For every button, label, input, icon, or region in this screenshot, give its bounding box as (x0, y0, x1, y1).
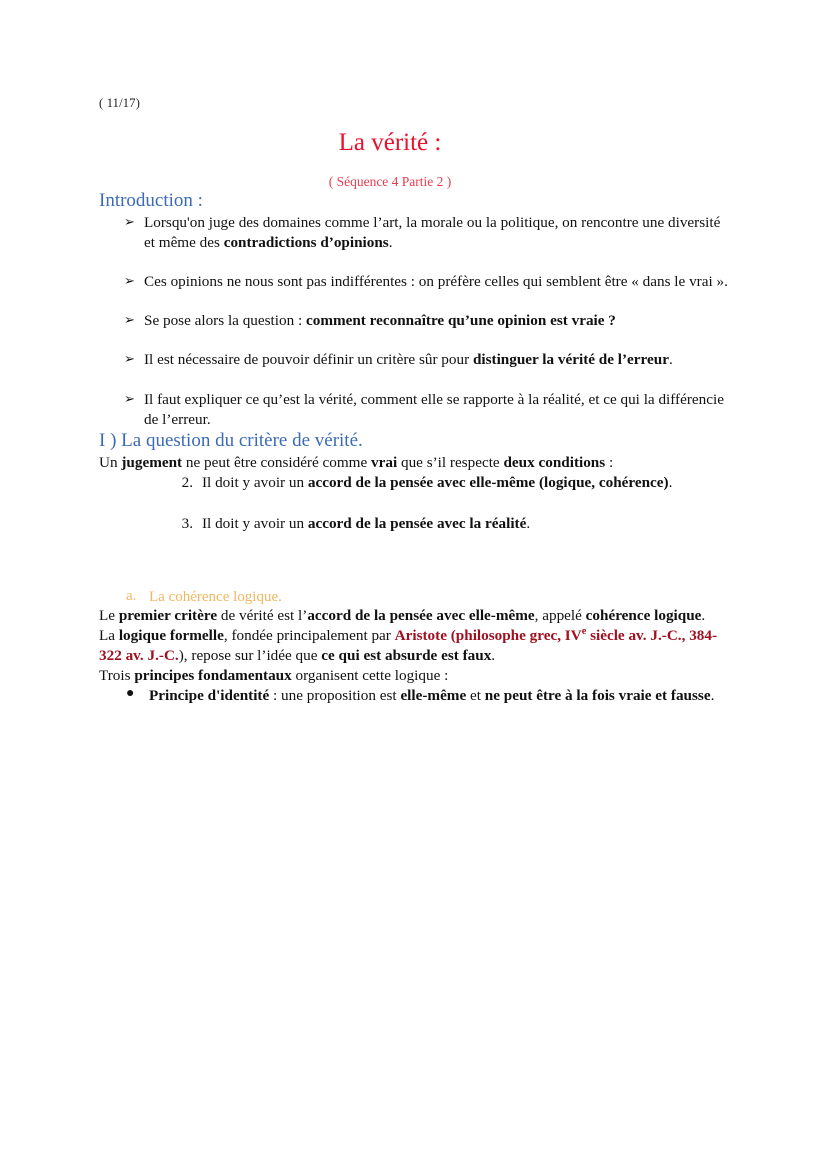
text-bold: comment reconnaître qu’une opinion est vraie ? (305, 312, 616, 330)
list-item-text (144, 391, 724, 428)
arrow-bullet-icon: ➢ (124, 312, 135, 328)
text-segment: : (605, 453, 614, 471)
text-segment: ne peut être considéré comme (182, 453, 372, 471)
arrow-bullet-icon: ➢ (124, 272, 135, 288)
heading-introduction: Introduction : (99, 189, 203, 211)
subsection-marker: a. (126, 587, 137, 604)
text-segment: Lorsqu'on juge des domaines comme l’art, la morale ou la politique, on rencontre une diversité et même des (144, 213, 721, 251)
text-bold: premier critère (118, 606, 218, 624)
text-bold: Principe d'identité (149, 687, 270, 705)
text-segment: . (701, 606, 706, 624)
text-segment: , fondée principalement par (223, 626, 395, 644)
text-segment: Aristote (philosophe grec, IV (394, 626, 582, 644)
text-bold: distinguer la vérité de l’erreur (472, 351, 669, 369)
text-segment: , appelé (534, 606, 586, 624)
arrow-bullet-icon: ➢ (124, 351, 135, 367)
list-item-text (144, 214, 720, 251)
text-segment: Se pose alors la question : (144, 312, 306, 330)
text-segment: Un (99, 453, 122, 471)
list-item (99, 311, 729, 331)
conditions-numbered-list (99, 473, 729, 534)
list-item-text (202, 474, 672, 491)
list-item-text (144, 312, 616, 329)
paragraph-trois-principes (99, 666, 729, 686)
ordinal-superscript: e (581, 625, 587, 637)
list-item (99, 686, 729, 706)
text-segment: : une proposition est (269, 687, 401, 705)
text-segment: et (466, 687, 485, 705)
text-segment: La (99, 626, 119, 644)
text-bold: deux conditions (503, 453, 606, 471)
text-bold: jugement (121, 453, 183, 471)
heading-section-one: I ) La question du critère de vérité. (99, 430, 363, 452)
list-item-number: 2. (181, 474, 193, 492)
text-segment: . (491, 646, 496, 664)
list-item (99, 514, 729, 534)
arrow-bullet-icon: ➢ (124, 213, 135, 229)
list-item-text (144, 273, 728, 290)
paragraph-logique-formelle (99, 626, 729, 666)
list-item-number: 3. (181, 515, 193, 533)
text-segment: Il faut expliquer ce qu’est la vérité, comment elle se rapporte à la réalité, et ce qui la différencie de l’erreur. (144, 390, 724, 428)
text-segment: . (526, 515, 531, 533)
text-bold: cohérence logique (585, 606, 702, 624)
introduction-bullet-list (99, 213, 729, 431)
list-item-text (144, 351, 673, 368)
page-content (99, 96, 729, 707)
list-item-text (149, 687, 714, 704)
paragraph-premier-critere (99, 606, 729, 626)
text-segment: . (710, 687, 715, 705)
text-segment: . (388, 233, 393, 251)
subsection-a (99, 588, 729, 606)
dot-bullet-icon: ● (126, 686, 135, 702)
text-bold: contradictions d’opinions (223, 233, 389, 251)
text-bold: logique formelle (118, 626, 224, 644)
text-bold: elle-même (400, 687, 467, 705)
paragraph-jugement (99, 453, 729, 473)
principles-bullet-list (99, 686, 729, 706)
text-segment: Le (99, 606, 119, 624)
document-title: La vérité : (338, 129, 442, 156)
text-segment: Il est nécessaire de pouvoir définir un critère sûr pour (144, 351, 473, 369)
text-segment: que s’il respecte (397, 453, 504, 471)
text-bold: ne peut être à la fois vraie et fausse (484, 687, 711, 705)
text-segment: de vérité est l’ (217, 606, 308, 624)
page-number: ( 11/17) (99, 96, 141, 110)
text-segment: . (668, 351, 673, 369)
text-segment: . (668, 474, 673, 492)
text-bold: vrai (371, 453, 398, 471)
list-item (99, 473, 729, 493)
text-segment: Il doit y avoir un (202, 474, 308, 492)
list-item (99, 213, 729, 253)
text-segment: ), repose sur l’idée que (178, 646, 322, 664)
text-segment: Il doit y avoir un (202, 515, 308, 533)
text-segment: organisent cette logique : (291, 667, 449, 685)
text-bold: accord de la pensée avec elle-même (307, 606, 535, 624)
list-item (99, 272, 729, 292)
text-bold: ce qui est absurde est faux (321, 646, 492, 664)
title-block (99, 129, 729, 190)
list-item (99, 390, 729, 430)
heading-coherence-logique: La cohérence logique. (149, 588, 282, 605)
list-item-text (202, 515, 530, 532)
list-item (99, 350, 729, 370)
text-segment: siècle av. J.-C., 384-322 av. J.-C. (99, 626, 718, 664)
text-bold: principes fondamentaux (134, 667, 292, 685)
document-subtitle: ( Séquence 4 Partie 2 ) (328, 173, 452, 189)
arrow-bullet-icon: ➢ (124, 390, 135, 406)
text-bold: accord de la pensée avec elle-même (logique, cohérence) (307, 474, 669, 492)
text-bold: accord de la pensée avec la réalité (307, 515, 527, 533)
text-segment: Trois (99, 667, 135, 685)
text-segment: Ces opinions ne nous sont pas indifférentes : on préfère celles qui semblent être « dans le vrai ». (144, 272, 728, 290)
